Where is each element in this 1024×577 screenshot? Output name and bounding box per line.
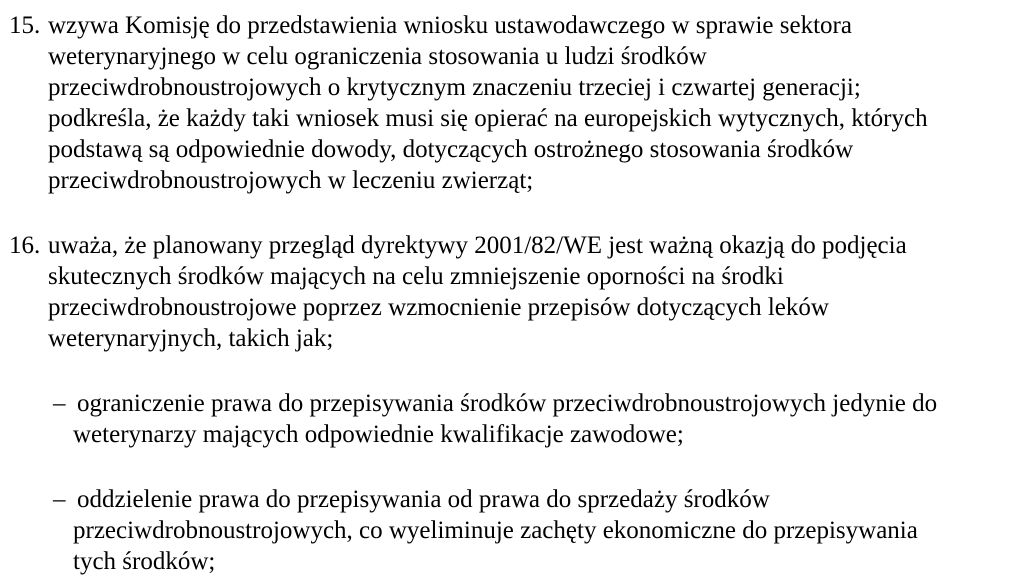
bullet-item-2 xyxy=(0,484,1024,577)
paragraph-number: 16. xyxy=(9,232,41,259)
bullet-line: ograniczenie prawa do przepisywania środków przeciwdrobnoustrojowych jedynie do xyxy=(77,390,938,417)
bullet-line: oddzielenie prawa do przepisywania od prawa do sprzedaży środków xyxy=(77,486,770,513)
paragraph-16 xyxy=(0,230,1024,354)
paragraph-line: skutecznych środków mających na celu zmniejszenie oporności na środki xyxy=(48,263,784,290)
paragraph-line: uważa, że planowany przegląd dyrektywy 2001/82/WE jest ważną okazją do podjęcia xyxy=(48,232,907,259)
paragraph-line: podkreśla, że każdy taki wniosek musi się opierać na europejskich wytycznych, których xyxy=(48,105,928,132)
bullet-line: przeciwdrobnoustrojowych, co wyeliminuje zachęty ekonomiczne do przepisywania xyxy=(73,517,918,544)
paragraph-number: 15. xyxy=(9,12,41,39)
paragraph-line: przeciwdrobnoustrojowych o krytycznym znaczeniu trzeciej i czwartej generacji; xyxy=(48,74,861,101)
bullet-line: weterynarzy mających odpowiednie kwalifikacje zawodowe; xyxy=(73,421,684,448)
paragraph-line: weterynaryjnego w celu ograniczenia stosowania u ludzi środków xyxy=(48,43,707,70)
paragraph-line: podstawą są odpowiednie dowody, dotyczących ostrożnego stosowania środków xyxy=(48,136,854,163)
paragraph-line: przeciwdrobnoustrojowych w leczeniu zwierząt; xyxy=(48,167,534,194)
bullet-dash: – xyxy=(53,486,66,513)
bullet-line: tych środków; xyxy=(73,548,216,575)
paragraph-15 xyxy=(0,10,1024,196)
paragraph-line: przeciwdrobnoustrojowe poprzez wzmocnienie przepisów dotyczących leków xyxy=(48,294,829,321)
bullet-item-1 xyxy=(0,388,1024,450)
bullet-dash: – xyxy=(53,390,66,417)
paragraph-line: weterynaryjnych, takich jak; xyxy=(48,325,334,352)
paragraph-line: wzywa Komisję do przedstawienia wniosku ustawodawczego w sprawie sektora xyxy=(48,12,852,39)
